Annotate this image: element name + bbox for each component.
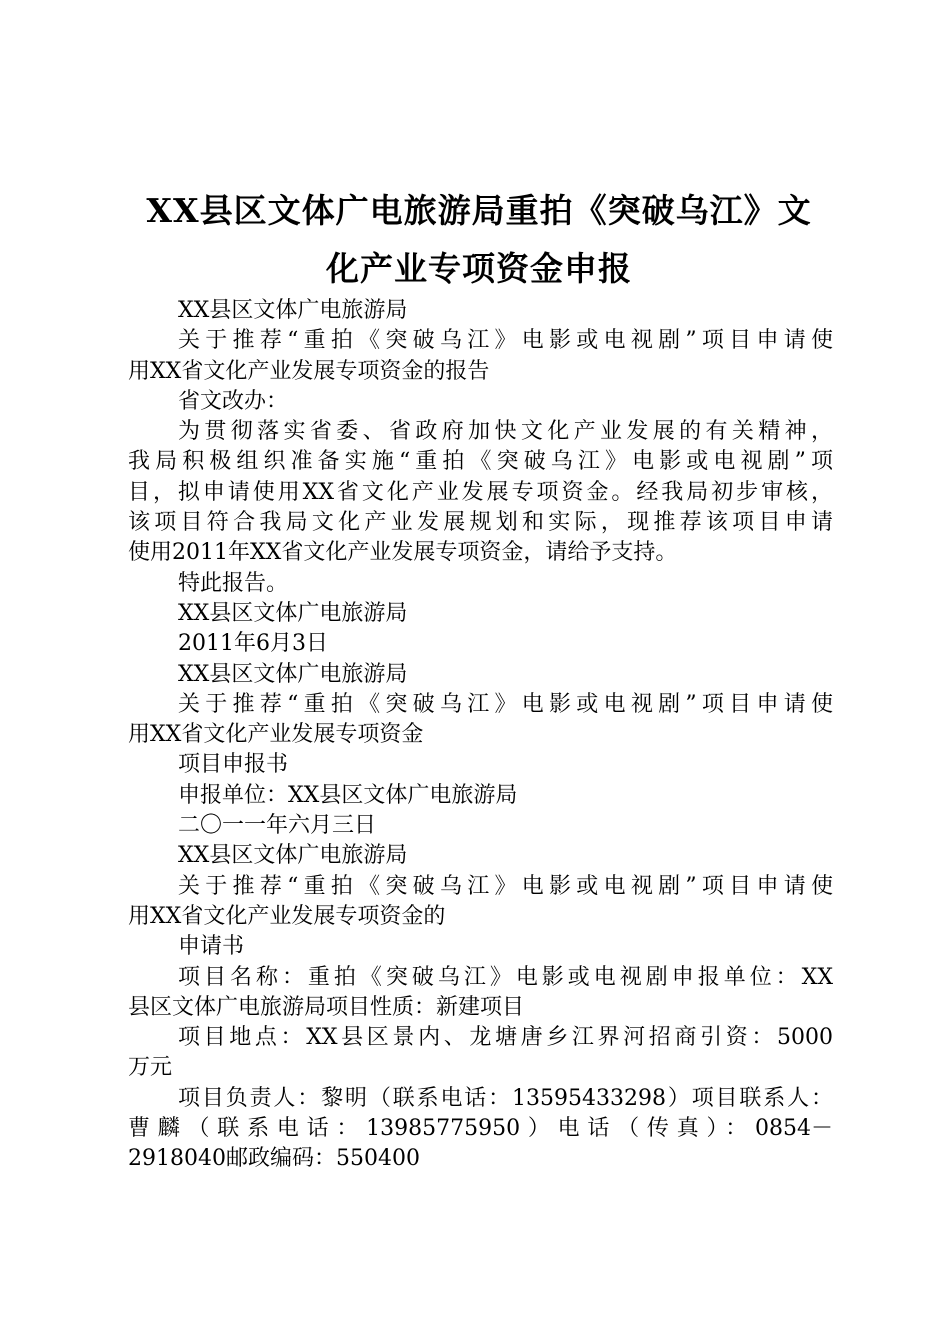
body-line: 省文改办：: [178, 388, 289, 414]
body-line: 项目地点：XX县区景内、龙塘唐乡江界河招商引资：5000: [178, 1025, 833, 1051]
document-body: [128, 296, 833, 1175]
body-line: 项目申报书: [178, 752, 289, 778]
body-line: 使用2011年XX省文化产业发展专项资金，请给予支持。: [128, 540, 678, 566]
body-line: 项目负责人：黎明（联系电话：13595433298）项目联系人：: [178, 1085, 833, 1111]
body-line: XX县区文体广电旅游局: [178, 843, 408, 869]
body-line: 特此报告。: [178, 570, 289, 596]
body-line: 万元: [128, 1055, 173, 1081]
title-line-2: 化产业专项资金申报: [326, 249, 632, 288]
body-line: XX县区文体广电旅游局: [178, 661, 408, 687]
body-line: 用XX省文化产业发展专项资金: [128, 722, 424, 748]
body-line: 申请书: [178, 934, 245, 960]
body-line: XX县区文体广电旅游局: [178, 600, 408, 626]
body-line: 2011年6月3日: [178, 631, 328, 657]
body-line: 二〇一一年六月三日: [178, 813, 377, 839]
body-line: 项目名称：重拍《突破乌江》电影或电视剧申报单位：XX: [178, 964, 833, 990]
body-line: 申报单位：XX县区文体广电旅游局: [178, 782, 518, 808]
body-line: 关于推荐“重拍《突破乌江》电影或电视剧”项目申请使: [178, 873, 833, 899]
body-line: 2918040邮政编码：550400: [128, 1146, 420, 1172]
body-line: 该项目符合我局文化产业发展规划和实际，现推荐该项目申请: [128, 510, 833, 536]
body-line: XX县区文体广电旅游局: [178, 298, 408, 323]
body-line: 目，拟申请使用XX省文化产业发展专项资金。经我局初步审核，: [128, 479, 833, 505]
body-line: 用XX省文化产业发展专项资金的: [128, 903, 446, 929]
body-line: 我局积极组织准备实施“重拍《突破乌江》电影或电视剧”项: [128, 449, 833, 475]
body-line: 关于推荐“重拍《突破乌江》电影或电视剧”项目申请使: [178, 691, 833, 717]
body-line: 关于推荐“重拍《突破乌江》电影或电视剧”项目申请使: [178, 328, 833, 354]
body-line: 县区文体广电旅游局项目性质：新建项目: [128, 994, 525, 1020]
body-line: 用XX省文化产业发展专项资金的报告: [128, 358, 490, 384]
document-title: [128, 182, 830, 298]
title-line-1: XX县区文体广电旅游局重拍《突破乌江》文: [146, 191, 812, 230]
body-line: 曹麟（联系电话：13985775950）电话（传真）：0854－: [128, 1116, 833, 1142]
body-line: 为贯彻落实省委、省政府加快文化产业发展的有关精神，: [178, 419, 833, 445]
